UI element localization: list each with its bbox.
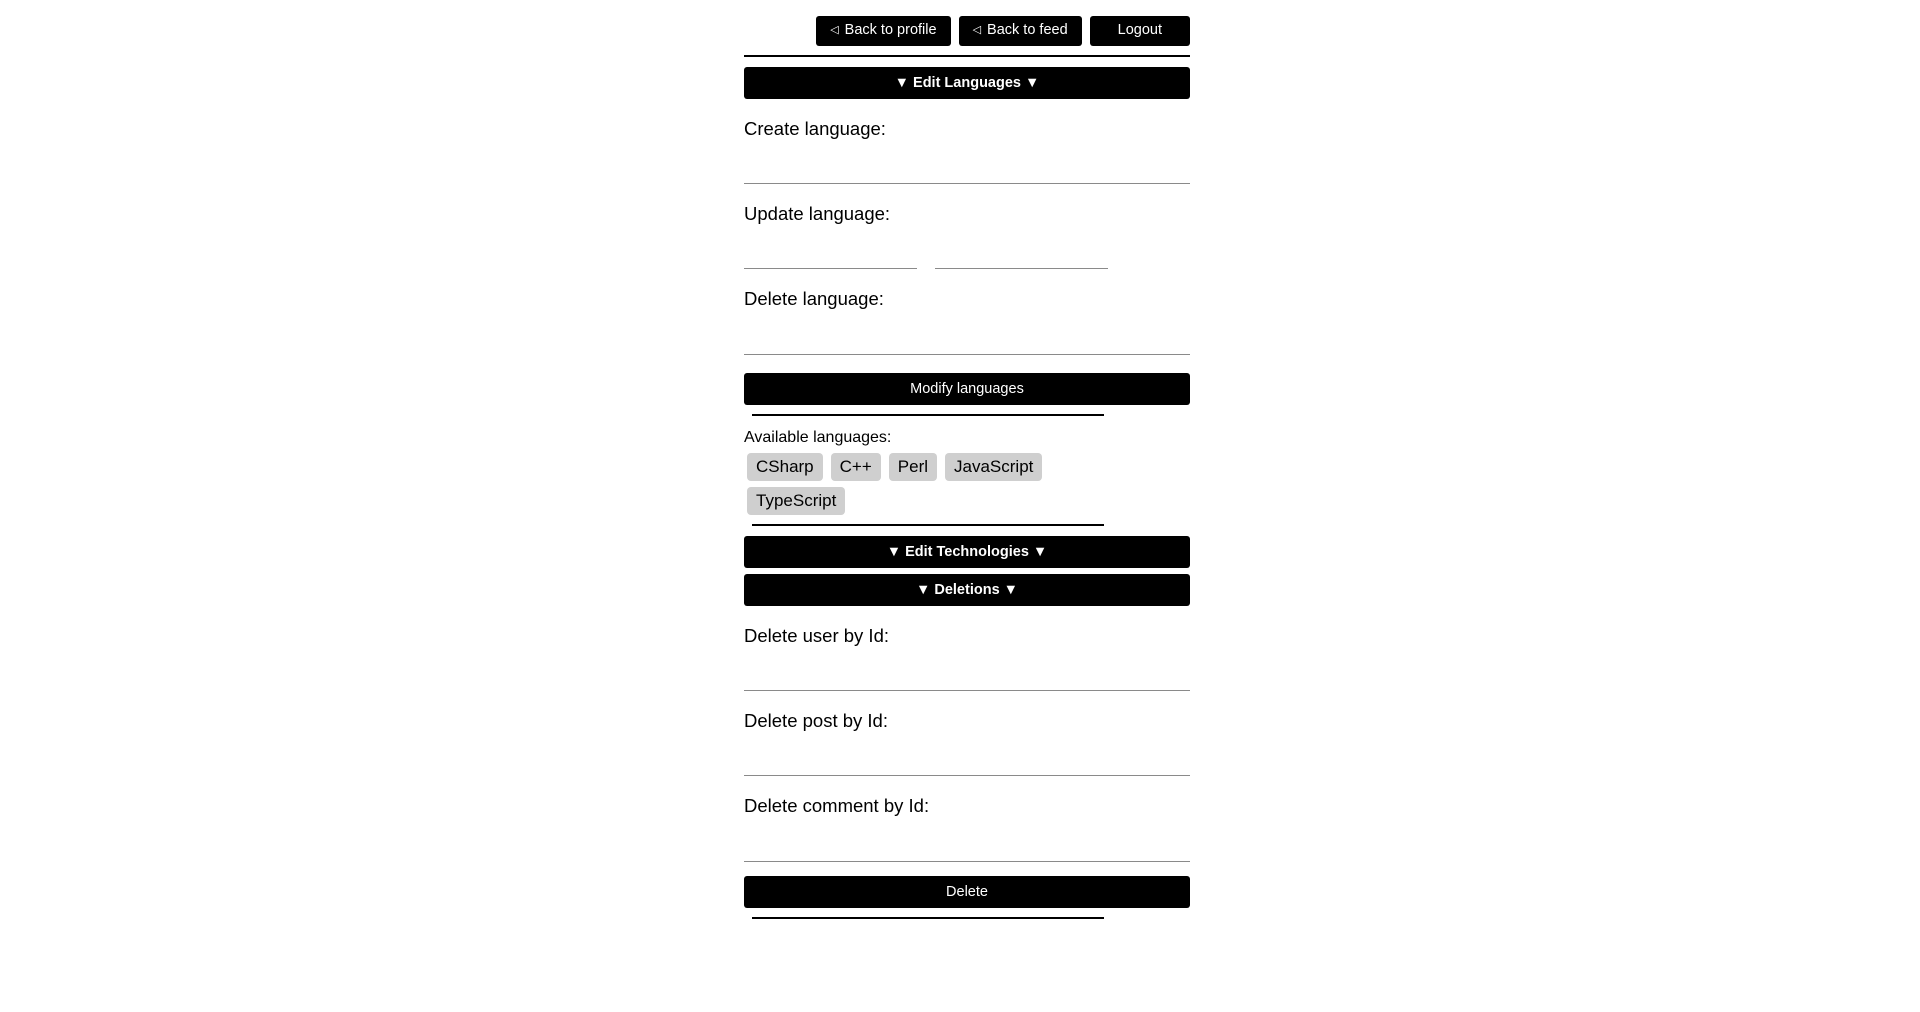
content-column [744, 0, 1190, 929]
language-chip[interactable]: CSharp [747, 453, 823, 481]
delete-submit-row [744, 876, 1190, 908]
delete-language-select-row [744, 331, 1190, 355]
delete-language-group [744, 288, 1190, 354]
delete-user-input[interactable] [744, 667, 1190, 691]
back-to-feed-label: Back to feed [987, 22, 1068, 38]
delete-button[interactable]: Delete [744, 876, 1190, 908]
left-arrow-icon: ◁ [972, 24, 982, 37]
language-chip[interactable]: TypeScript [747, 487, 845, 515]
divider-after-languages [752, 524, 1104, 526]
available-languages-label: Available languages: [744, 428, 892, 446]
divider-bottom [752, 917, 1104, 919]
update-language-group [744, 203, 1190, 269]
create-language-label: Create language: [744, 117, 886, 139]
delete-comment-input[interactable] [744, 838, 1190, 862]
available-languages-list [747, 453, 1107, 516]
delete-post-input[interactable] [744, 752, 1190, 776]
logout-button[interactable]: Logout [1090, 16, 1190, 46]
back-to-profile-button[interactable] [816, 16, 950, 46]
delete-comment-group [744, 795, 1190, 861]
update-language-inputs [744, 245, 1190, 269]
create-language-input[interactable] [744, 160, 1190, 184]
create-language-group [744, 118, 1190, 184]
left-arrow-icon: ◁ [830, 24, 839, 37]
update-language-old-input[interactable] [744, 245, 917, 269]
back-to-feed-button[interactable] [959, 16, 1082, 46]
delete-language-select[interactable] [744, 331, 1190, 355]
language-chip[interactable]: Perl [889, 453, 937, 481]
deletions-section-header[interactable]: ▼ Deletions ▼ [744, 574, 1190, 606]
delete-user-label: Delete user by Id: [744, 625, 889, 646]
edit-technologies-section-header[interactable]: ▼ Edit Technologies ▼ [744, 536, 1190, 568]
delete-post-group [744, 710, 1190, 776]
update-language-new-input[interactable] [935, 245, 1108, 269]
modify-languages-button[interactable]: Modify languages [744, 373, 1190, 405]
top-nav [744, 0, 1190, 46]
divider-after-modify [752, 414, 1104, 416]
language-chip[interactable]: C++ [831, 453, 881, 481]
edit-languages-section-header[interactable]: ▼ Edit Languages ▼ [744, 67, 1190, 99]
delete-comment-label: Delete comment by Id: [744, 795, 930, 817]
delete-post-label: Delete post by Id: [744, 710, 888, 732]
language-chip[interactable]: JavaScript [945, 453, 1042, 481]
modify-languages-row [744, 373, 1190, 405]
delete-language-label: Delete language: [744, 288, 884, 310]
update-language-label: Update language: [744, 203, 891, 225]
back-to-profile-label: Back to profile [844, 22, 937, 38]
delete-user-group [744, 625, 1190, 691]
divider-top [744, 55, 1190, 57]
